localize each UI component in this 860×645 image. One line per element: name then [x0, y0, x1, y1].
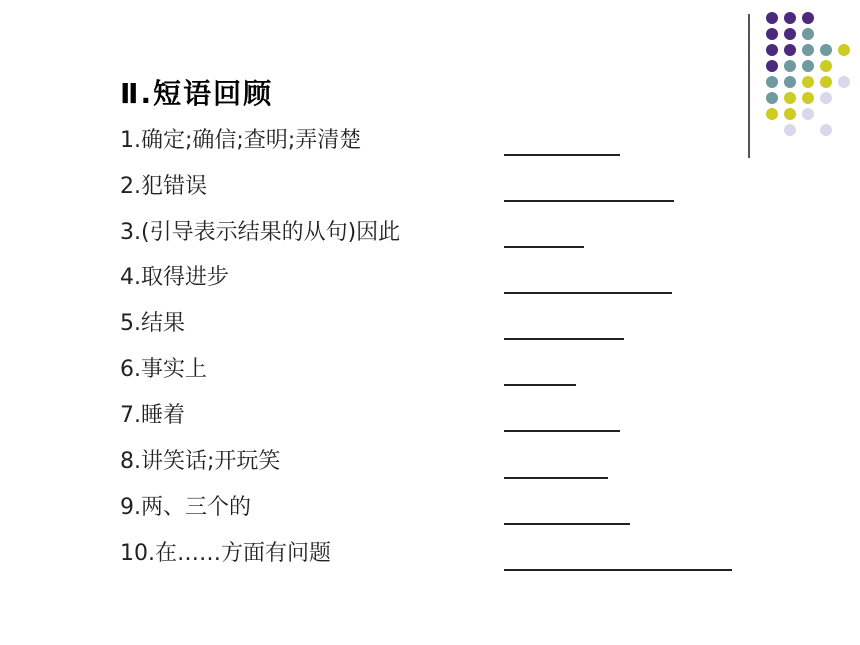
decorative-dot: [802, 44, 814, 56]
answer-blank-7[interactable]: [504, 430, 620, 432]
decorative-dot: [766, 76, 778, 88]
phrase-item-8: 8.讲笑话;开玩笑: [120, 449, 281, 474]
decorative-dot: [766, 44, 778, 56]
section-title: Ⅱ.短语回顾: [120, 77, 274, 110]
decorative-dot: [820, 92, 832, 104]
decorative-dot: [838, 44, 850, 56]
decorative-dot: [820, 76, 832, 88]
phrase-item-3: 3.(引导表示结果的从句)因此: [120, 220, 401, 245]
corner-dot-decoration: [740, 0, 860, 170]
decorative-dot: [802, 76, 814, 88]
decorative-dot: [802, 60, 814, 72]
decorative-dot: [784, 108, 796, 120]
decorative-dot: [766, 60, 778, 72]
decorative-dot: [784, 44, 796, 56]
decorative-dot: [820, 124, 832, 136]
decorative-vertical-rule: [748, 14, 750, 158]
decorative-dot: [766, 108, 778, 120]
decorative-dot: [820, 44, 832, 56]
answer-blank-4[interactable]: [504, 292, 672, 294]
phrase-item-7: 7.睡着: [120, 403, 185, 428]
answer-blank-5[interactable]: [504, 338, 624, 340]
phrase-item-5: 5.结果: [120, 311, 185, 336]
decorative-dot: [784, 28, 796, 40]
decorative-dot: [802, 92, 814, 104]
decorative-dot: [784, 60, 796, 72]
decorative-dot: [838, 76, 850, 88]
decorative-dot: [784, 92, 796, 104]
answer-blank-10[interactable]: [504, 569, 732, 571]
answer-blank-1[interactable]: [504, 154, 620, 156]
answer-blank-2[interactable]: [504, 200, 674, 202]
answer-blank-6[interactable]: [504, 384, 576, 386]
phrase-item-1: 1.确定;确信;查明;弄清楚: [120, 128, 362, 153]
decorative-dot: [766, 92, 778, 104]
phrase-item-10: 10.在……方面有问题: [120, 541, 331, 566]
decorative-dot: [784, 12, 796, 24]
decorative-dot: [802, 28, 814, 40]
phrase-item-2: 2.犯错误: [120, 174, 207, 199]
decorative-dot: [820, 60, 832, 72]
phrase-item-4: 4.取得进步: [120, 265, 229, 290]
decorative-dot: [784, 124, 796, 136]
phrase-item-6: 6.事实上: [120, 357, 207, 382]
answer-blank-9[interactable]: [504, 523, 630, 525]
decorative-dot: [766, 12, 778, 24]
answer-blank-8[interactable]: [504, 477, 608, 479]
decorative-dot: [766, 28, 778, 40]
decorative-dot: [784, 76, 796, 88]
decorative-dot: [802, 12, 814, 24]
answer-blank-3[interactable]: [504, 246, 584, 248]
phrase-item-9: 9.两、三个的: [120, 495, 251, 520]
decorative-dot: [802, 108, 814, 120]
